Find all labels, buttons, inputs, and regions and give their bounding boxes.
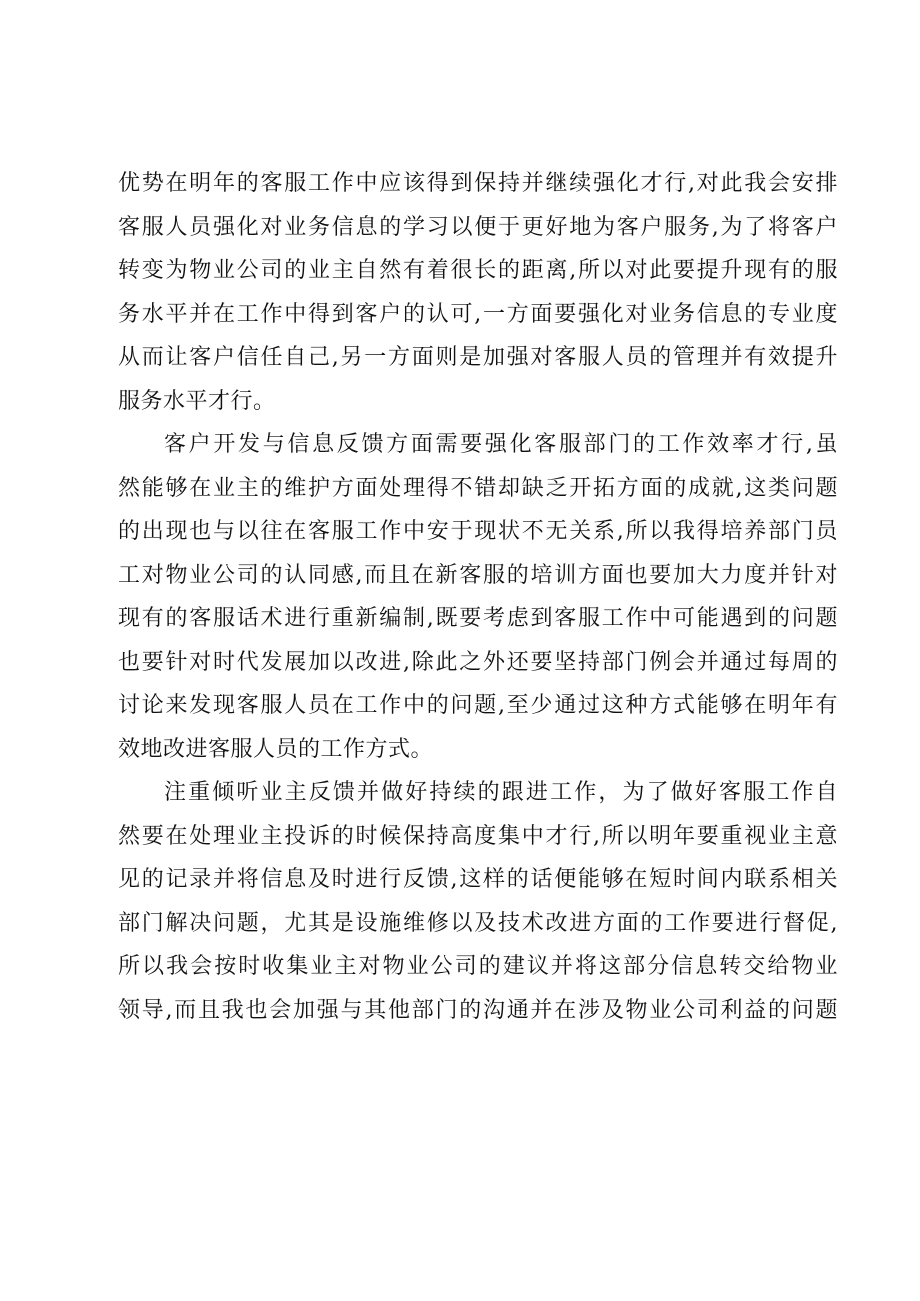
paragraph-2-line-1: 客户开发与信息反馈方面需要强化客服部门的工作效率才行,虽: [164, 432, 838, 457]
paragraph-3-line-6: 领导,而且我也会加强与其他部门的沟通并在涉及物业公司利益的问题: [118, 997, 838, 1023]
paragraph-1-line-6: 服务水平才行。: [118, 388, 276, 414]
paragraph-1-line-5: 从而让客户信任自己,另一方面则是加强对客服人员的管理并有效提升: [118, 345, 838, 370]
paragraph-3-line-3: 见的记录并将信息及时进行反馈,这样的话便能够在短时间内联系相关: [118, 867, 838, 892]
paragraph-3-line-5: 所以我会按时收集业主对物业公司的建议并将这部分信息转交给物业: [118, 954, 838, 979]
paragraph-3-line-4: 部门解决问题，尤其是设施维修以及技术改进方面的工作要进行督促,: [118, 910, 838, 936]
paragraph-2-line-3: 的出现也与以往在客服工作中安于现状不无关系,所以我得培养部门员: [118, 519, 838, 544]
paragraph-3-line-1: 注重倾听业主反馈并做好持续的跟进工作，为了做好客服工作自: [164, 780, 838, 805]
paragraph-1-line-1: 优势在明年的客服工作中应该得到保持并继续强化才行,对此我会安排: [118, 171, 838, 196]
paragraph-2-line-8: 效地改进客服人员的工作方式。: [118, 736, 434, 762]
paragraph-2-line-2: 然能够在业主的维护方面处理得不错却缺乏开拓方面的成就,这类问题: [118, 475, 838, 501]
document-body: [118, 162, 838, 1032]
paragraph-2-line-4: 工对物业公司的认同感,而且在新客服的培训方面也要加大力度并针对: [118, 562, 838, 588]
paragraph-1-line-2: 客服人员强化对业务信息的学习以便于更好地为客户服务,为了将客户: [118, 214, 838, 240]
paragraph-1-line-3: 转变为物业公司的业主自然有着很长的距离,所以对此要提升现有的服: [118, 258, 838, 283]
paragraph-2-line-7: 讨论来发现客服人员在工作中的问题,至少通过这种方式能够在明年有: [118, 693, 838, 718]
paragraph-3-line-2: 然要在处理业主投诉的时候保持高度集中才行,所以明年要重视业主意: [118, 823, 838, 849]
paragraph-1-line-4: 务水平并在工作中得到客户的认可,一方面要强化对业务信息的专业度: [118, 301, 838, 327]
paragraph-2-line-5: 现有的客服话术进行重新编制,既要考虑到客服工作中可能遇到的问题: [118, 606, 838, 631]
paragraph-2-line-6: 也要针对时代发展加以改进,除此之外还要坚持部门例会并通过每周的: [118, 649, 838, 675]
